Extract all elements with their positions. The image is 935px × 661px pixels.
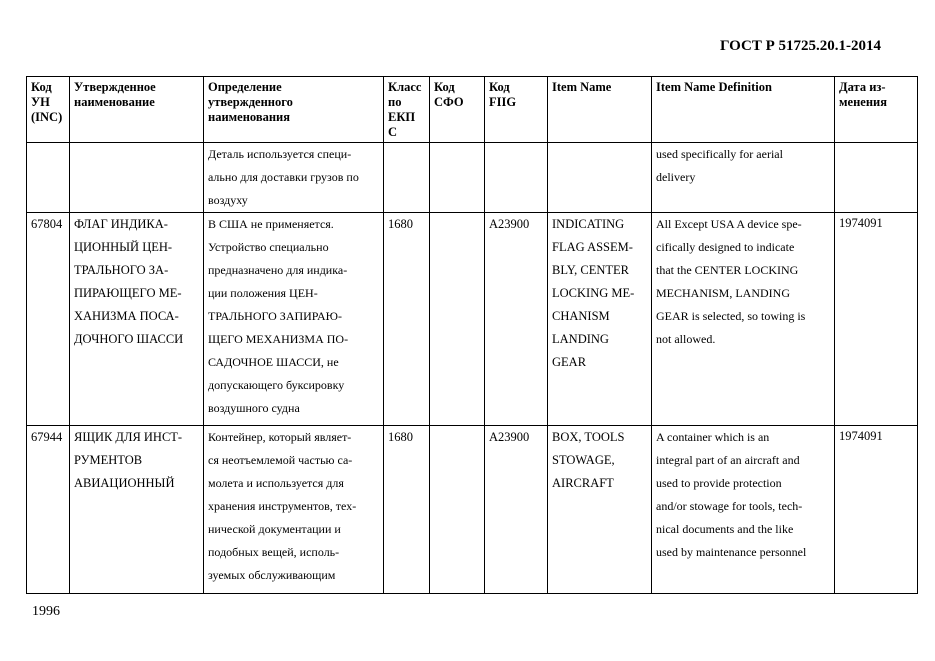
cell-line: delivery — [656, 170, 696, 184]
cell-line: (INC) — [31, 110, 63, 124]
cell-line: В США не применяется. — [208, 217, 334, 231]
cell-line: Дата из- — [839, 80, 886, 94]
cell-item-definition — [652, 426, 835, 594]
cell-line: утвержденного — [208, 95, 293, 109]
cell-line: менения — [839, 95, 887, 109]
page-number: 1996 — [32, 604, 60, 619]
cell-line: FLAG ASSEM- — [552, 240, 633, 254]
cell-line: Item Name Definition — [656, 80, 772, 94]
cell-line: ХАНИЗМА ПОСА- — [74, 309, 179, 323]
cell-line: ся неотъемлемой частью са- — [208, 453, 353, 467]
cell-line: С — [388, 125, 398, 139]
col-header-fiig — [485, 77, 548, 143]
cell-line: воздуху — [208, 193, 248, 207]
cell-line: АВИАЦИОННЫЙ — [74, 476, 175, 490]
cell-name — [70, 213, 204, 426]
cell-line: ЕКП — [388, 110, 416, 124]
cell-line: наименования — [208, 110, 291, 124]
cell-line: предназначено для индика- — [208, 263, 348, 277]
cell-line: Деталь используется специ- — [208, 147, 352, 161]
cell-line: STOWAGE, — [552, 453, 615, 467]
cell-line: ТРАЛЬНОГО ЗА- — [74, 263, 169, 277]
cell-line: ально для доставки грузов по — [208, 170, 359, 184]
cell-line: FIIG — [489, 95, 517, 109]
cell-item-name — [548, 213, 652, 426]
cell-definition — [204, 143, 384, 213]
cell-line: Устройство специально — [208, 240, 329, 254]
cell-line: ТРАЛЬНОГО ЗАПИРАЮ- — [208, 309, 342, 323]
cell-line: CHANISM — [552, 309, 610, 323]
cell-date: 1974091 — [835, 426, 918, 594]
cell-line: not allowed. — [656, 332, 716, 346]
cell-line: used to provide protection — [656, 476, 782, 490]
cell-line: used by maintenance personnel — [656, 545, 807, 559]
col-header-change-date — [835, 77, 918, 143]
cell-line: РУМЕНТОВ — [74, 453, 143, 467]
cell-line: GEAR — [552, 355, 587, 369]
cell-fiig: A23900 — [485, 213, 548, 426]
cell-line: integral part of an aircraft and — [656, 453, 800, 467]
cell-line: INDICATING — [552, 217, 625, 231]
cell-line: BLY, CENTER — [552, 263, 629, 277]
cell-line: САДОЧНОЕ ШАССИ, не — [208, 355, 339, 369]
cell-line: наименование — [74, 95, 155, 109]
cell-item-name — [548, 143, 652, 213]
cell-sfo — [430, 143, 485, 213]
col-header-approved-name — [70, 77, 204, 143]
cell-name — [70, 426, 204, 594]
cell-line: допускающего буксировку — [208, 378, 345, 392]
cell-inc: 67804 — [27, 213, 70, 426]
cell-line: used specifically for aerial — [656, 147, 783, 161]
nomenclature-table — [26, 76, 918, 594]
cell-class: 1680 — [384, 426, 430, 594]
col-header-inc — [27, 77, 70, 143]
cell-line: Утвержденное — [74, 80, 156, 94]
document-title: ГОСТ Р 51725.20.1-2014 — [720, 38, 882, 54]
cell-inc — [27, 143, 70, 213]
table-row — [27, 143, 918, 213]
cell-line: зуемых обслуживающим — [208, 568, 336, 582]
cell-line: LANDING — [552, 332, 609, 346]
cell-fiig: A23900 — [485, 426, 548, 594]
col-header-sfo — [430, 77, 485, 143]
cell-line: ФЛАГ ИНДИКА- — [74, 217, 168, 231]
cell-line: Класс — [388, 80, 422, 94]
cell-line: Код — [489, 80, 510, 94]
cell-line: ЩЕГО МЕХАНИЗМА ПО- — [208, 332, 349, 346]
cell-item-definition — [652, 213, 835, 426]
cell-line: GEAR is selected, so towing is — [656, 309, 806, 323]
cell-sfo — [430, 213, 485, 426]
cell-line: nical documents and the like — [656, 522, 794, 536]
cell-line: воздушного судна — [208, 401, 300, 415]
cell-line: A container which is an — [656, 430, 770, 444]
cell-line: All Except USA A device spe- — [656, 217, 802, 231]
col-header-item-definition — [652, 77, 835, 143]
cell-line: по — [388, 95, 402, 109]
cell-class: 1680 — [384, 213, 430, 426]
table-row — [27, 426, 918, 594]
cell-sfo — [430, 426, 485, 594]
cell-definition — [204, 426, 384, 594]
cell-item-name — [548, 426, 652, 594]
cell-line: Код — [434, 80, 455, 94]
cell-line: УН — [31, 95, 50, 109]
cell-inc: 67944 — [27, 426, 70, 594]
cell-line: подобных вещей, исполь- — [208, 545, 340, 559]
cell-line: LOCKING ME- — [552, 286, 635, 300]
cell-line: ции положения ЦЕН- — [208, 286, 318, 300]
cell-line: that the CENTER LOCKING — [656, 263, 799, 277]
cell-line: молета и используется для — [208, 476, 344, 490]
cell-line: Item Name — [552, 80, 612, 94]
cell-line: AIRCRAFT — [552, 476, 614, 490]
cell-date: 1974091 — [835, 213, 918, 426]
cell-line: MECHANISM, LANDING — [656, 286, 790, 300]
cell-fiig — [485, 143, 548, 213]
cell-line: хранения инструментов, тех- — [208, 499, 357, 513]
cell-line: нической документации и — [208, 522, 341, 536]
cell-line: СФО — [434, 95, 464, 109]
cell-item-definition — [652, 143, 835, 213]
cell-line: ДОЧНОГО ШАССИ — [74, 332, 184, 346]
col-header-class — [384, 77, 430, 143]
cell-line: BOX, TOOLS — [552, 430, 625, 444]
cell-line: ЯЩИК ДЛЯ ИНСТ- — [74, 430, 183, 444]
cell-date — [835, 143, 918, 213]
cell-name — [70, 143, 204, 213]
table-header-row — [27, 77, 918, 143]
col-header-definition — [204, 77, 384, 143]
cell-line: and/or stowage for tools, tech- — [656, 499, 803, 513]
col-header-item-name — [548, 77, 652, 143]
cell-line: Определение — [208, 80, 282, 94]
cell-class — [384, 143, 430, 213]
cell-definition — [204, 213, 384, 426]
table-row — [27, 213, 918, 426]
cell-line: Контейнер, который являет- — [208, 430, 352, 444]
cell-line: ЦИОННЫЙ ЦЕН- — [74, 240, 173, 254]
cell-line: ПИРАЮЩЕГО МЕ- — [74, 286, 182, 300]
cell-line: Код — [31, 80, 52, 94]
cell-line: cifically designed to indicate — [656, 240, 795, 254]
